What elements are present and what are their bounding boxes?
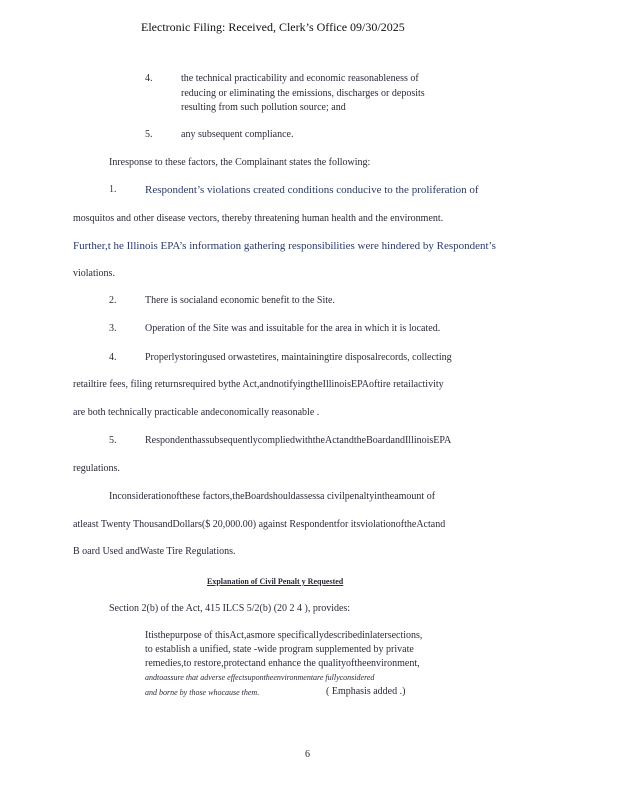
- factor-line: There is socialand economic benefit to the Site.: [145, 295, 335, 306]
- list-line: the technical practicability and economic reasonableness of: [181, 73, 419, 84]
- factor-line: Properlystoringused orwastetires, maintainingtire disposalrecords, collecting: [145, 352, 452, 363]
- factor-number: 5.: [109, 435, 117, 446]
- factor-line: RespondenthassubsequentlycompliedwiththeActandtheBoardandIllinoisEPA: [145, 435, 452, 446]
- factor-line: retailtire fees, filing returnsrequired bythe Act,andnotifyingtheIllinoisEPAoftire retailactivity: [73, 379, 444, 390]
- factor-number: 3.: [109, 323, 117, 334]
- quote-line: remedies,to restore,protectand enhance the qualityoftheenvironment,: [145, 658, 420, 669]
- quote-line: and borne by those whocause them.: [145, 688, 260, 697]
- factor-line: regulations.: [73, 463, 120, 474]
- intro-paragraph: Inresponse to these factors, the Complainant states the following:: [109, 157, 371, 168]
- list-line: reducing or eliminating the emissions, discharges or deposits: [181, 88, 425, 99]
- quote-line: andtoassure that adverse effectsupontheenvironmentare fullyconsidered: [145, 673, 375, 682]
- section-heading: Explanation of Civil Penalt y Requested: [207, 577, 344, 586]
- factor-number: 1.: [109, 184, 117, 195]
- factor-number: 4.: [109, 352, 117, 363]
- section-intro: Section 2(b) of the Act, 415 ILCS 5/2(b) (20 2 4 ), provides:: [109, 603, 351, 614]
- conclusion-line: Inconsiderationofthese factors,theBoardshouldassessa civilpenaltyintheamount of: [109, 491, 436, 502]
- factor-line: mosquitos and other disease vectors, thereby threatening human health and the environment.: [73, 213, 444, 224]
- factor-line: violations.: [73, 268, 115, 279]
- list-number: 5.: [145, 129, 153, 140]
- conclusion-line: atleast Twenty ThousandDollars($ 20,000.00) against Respondentfor itsviolationoftheActand: [73, 519, 446, 530]
- quote-suffix: ( Emphasis added .): [326, 686, 406, 697]
- factor-line: Operation of the Site was and issuitable for the area in which it is located.: [145, 323, 441, 334]
- factor-line: Further,t he Illinois EPA’s information gathering responsibilities were hindered by Respondent’s: [73, 240, 496, 252]
- filing-header: Electronic Filing: Received, Clerk’s Office 09/30/2025: [141, 20, 405, 34]
- factor-line: are both technically practicable andeconomically reasonable .: [73, 407, 320, 418]
- quote-line: to establish a unified, state -wide program supplemented by private: [145, 644, 414, 655]
- list-line: any subsequent compliance.: [181, 129, 294, 140]
- factor-line: Respondent’s violations created conditions conducive to the proliferation of: [145, 184, 479, 196]
- factor-number: 2.: [109, 295, 117, 306]
- list-number: 4.: [145, 73, 153, 84]
- page-number: 6: [305, 749, 310, 760]
- conclusion-line: B oard Used andWaste Tire Regulations.: [73, 546, 236, 557]
- quote-line: Itisthepurpose of thisAct,asmore specificallydescribedinlatersections,: [145, 630, 423, 641]
- list-line: resulting from such pollution source; and: [181, 102, 346, 113]
